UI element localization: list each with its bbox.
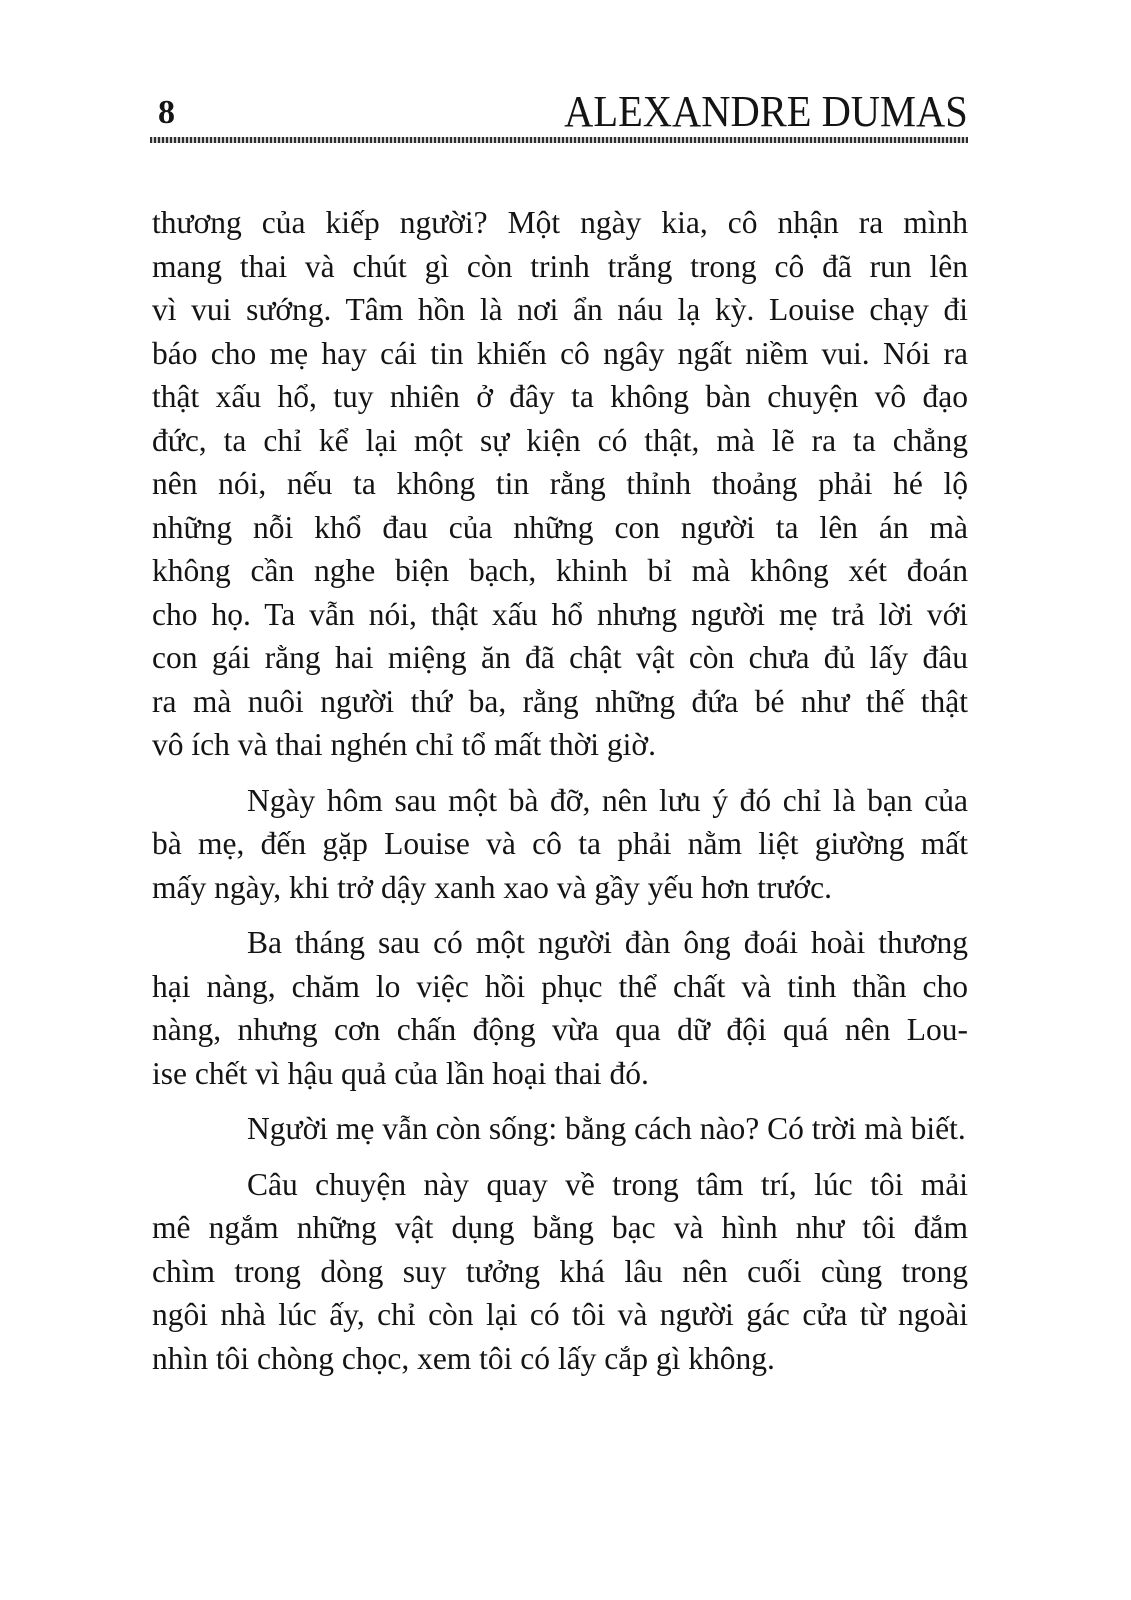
text-line: con gái rằng hai miệng ăn đã chật vật còn chưa đủ lấy đâu [152, 640, 968, 675]
paragraph [152, 1163, 968, 1381]
paragraph [152, 921, 968, 1095]
text-line: chìm trong dòng suy tưởng khá lâu nên cuối cùng trong [152, 1253, 968, 1289]
paragraph [152, 201, 968, 767]
paragraph [152, 1107, 968, 1151]
text-line: Ngày hôm sau một bà đỡ, nên lưu ý đó chỉ là bạn của [247, 782, 968, 818]
text-line: hại nàng, chăm lo việc hồi phục thể chất và tinh thần cho [152, 968, 968, 1004]
text-line: Ba tháng sau có một người đàn ông đoái hoài thương [247, 925, 968, 960]
text-line: vô ích và thai nghén chỉ tổ mất thời giờ. [152, 727, 656, 762]
text-line: ngôi nhà lúc ấy, chỉ còn lại có tôi và người gác cửa từ ngoài [152, 1297, 968, 1332]
text-line: không cần nghe biện bạch, khinh bỉ mà không xét đoán [152, 553, 968, 588]
text-line: đức, ta chỉ kể lại một sự kiện có thật, mà lẽ ra ta chẳng [152, 422, 968, 458]
header-rule [150, 137, 968, 143]
text-line: Câu chuyện này quay về trong tâm trí, lúc tôi mải [247, 1166, 968, 1202]
text-line: thật xấu hổ, tuy nhiên ở đây ta không bàn chuyện vô đạo [152, 379, 968, 414]
text-line: cho họ. Ta vẫn nói, thật xấu hổ nhưng người mẹ trả lời với [152, 596, 968, 632]
text-line: Người mẹ vẫn còn sống: bằng cách nào? Có trời mà biết. [247, 1111, 966, 1146]
text-line: những nỗi khổ đau của những con người ta lên án mà [152, 509, 968, 545]
paragraph [152, 779, 968, 910]
text-line: ra mà nuôi người thứ ba, rằng những đứa bé như thế thật [152, 683, 968, 719]
text-line: nàng, nhưng cơn chấn động vừa qua dữ đội quá nên Lou- [152, 1012, 968, 1047]
text-line: báo cho mẹ hay cái tin khiến cô ngây ngất niềm vui. Nói ra [152, 335, 968, 371]
text-line: mê ngắm những vật dụng bằng bạc và hình như tôi đắm [152, 1210, 968, 1245]
text-line: nhìn tôi chòng chọc, xem tôi có lấy cắp gì không. [152, 1340, 775, 1376]
text-line: vì vui sướng. Tâm hồn là nơi ẩn náu lạ kỳ. Louise chạy đi [152, 292, 968, 327]
text-line: ise chết vì hậu quả của lần hoại thai đó. [152, 1055, 649, 1091]
text-line: mang thai và chút gì còn trinh trắng trong cô đã run lên [152, 248, 968, 284]
page-number: 8 [158, 94, 175, 131]
text-line: bà mẹ, đến gặp Louise và cô ta phải nằm liệt giường mất [152, 826, 968, 861]
text-line: thương của kiếp người? Một ngày kia, cô nhận ra mình [152, 205, 968, 240]
page-header [152, 80, 968, 136]
body-text [152, 201, 968, 1380]
running-head: ALEXANDRE DUMAS [564, 87, 968, 136]
text-line: mấy ngày, khi trở dậy xanh xao và gầy yếu hơn trước. [152, 869, 832, 905]
text-line: nên nói, nếu ta không tin rằng thỉnh thoảng phải hé lộ [152, 466, 968, 501]
